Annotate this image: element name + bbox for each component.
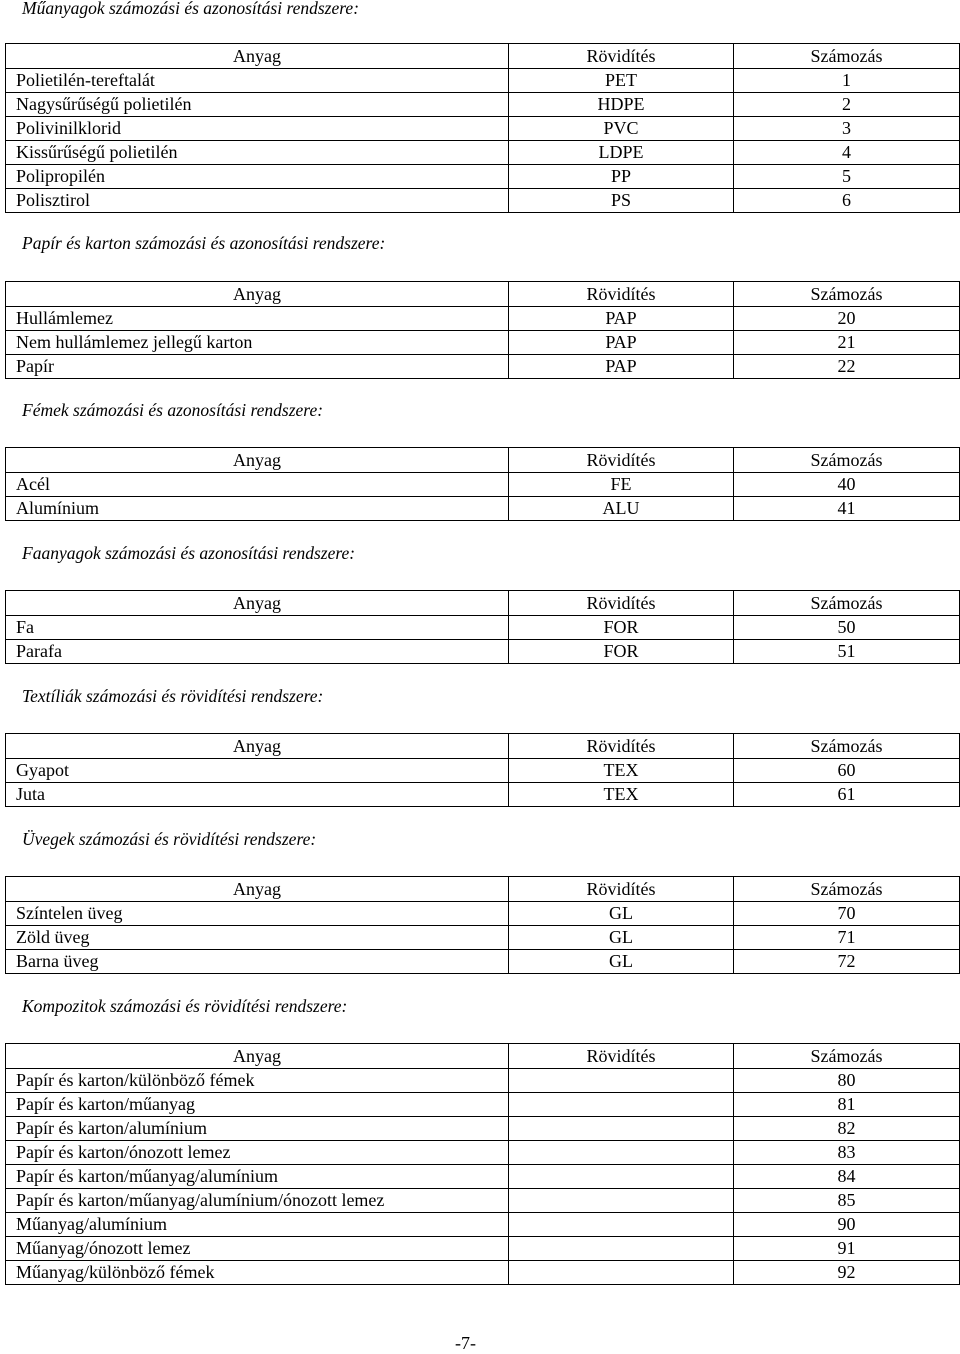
- abbreviation: [509, 1117, 734, 1141]
- abbreviation: LDPE: [509, 141, 734, 165]
- material-name: Polietilén-tereftalát: [6, 69, 509, 93]
- header-rovidites: Rövidítés: [509, 282, 734, 307]
- abbreviation: [509, 1213, 734, 1237]
- table-row: [6, 640, 960, 664]
- material-name: Hullámlemez: [6, 307, 509, 331]
- header-rovidites: Rövidítés: [509, 44, 734, 69]
- code-number: 41: [734, 497, 960, 521]
- code-number: 92: [734, 1261, 960, 1285]
- abbreviation: FOR: [509, 616, 734, 640]
- material-name: Papír és karton/alumínium: [6, 1117, 509, 1141]
- code-number: 70: [734, 902, 960, 926]
- table-row: [6, 926, 960, 950]
- table-header-row: [6, 282, 960, 307]
- code-number: 61: [734, 783, 960, 807]
- code-number: 71: [734, 926, 960, 950]
- header-rovidites: Rövidítés: [509, 591, 734, 616]
- material-name: Nagysűrűségű polietilén: [6, 93, 509, 117]
- abbreviation: [509, 1237, 734, 1261]
- code-number: 72: [734, 950, 960, 974]
- material-name: Papír és karton/műanyag: [6, 1093, 509, 1117]
- material-name: Műanyag/különböző fémek: [6, 1261, 509, 1285]
- material-table: [5, 1043, 960, 1285]
- material-table: [5, 447, 960, 521]
- abbreviation: PAP: [509, 331, 734, 355]
- table-row: [6, 93, 960, 117]
- code-number: 91: [734, 1237, 960, 1261]
- abbreviation: [509, 1141, 734, 1165]
- material-name: Papír és karton/műanyag/alumínium/ónozott lemez: [6, 1189, 509, 1213]
- abbreviation: HDPE: [509, 93, 734, 117]
- table-row: [6, 1189, 960, 1213]
- code-number: 85: [734, 1189, 960, 1213]
- table-row: [6, 165, 960, 189]
- code-number: 82: [734, 1117, 960, 1141]
- abbreviation: GL: [509, 950, 734, 974]
- section-title: Faanyagok számozási és azonosítási rendszere:: [22, 543, 356, 563]
- abbreviation: FE: [509, 473, 734, 497]
- table-row: [6, 759, 960, 783]
- material-name: Parafa: [6, 640, 509, 664]
- header-anyag: Anyag: [6, 877, 509, 902]
- material-name: Fa: [6, 616, 509, 640]
- header-anyag: Anyag: [6, 734, 509, 759]
- table-header-row: [6, 44, 960, 69]
- abbreviation: PS: [509, 189, 734, 213]
- abbreviation: GL: [509, 902, 734, 926]
- section-title: Papír és karton számozási és azonosítási rendszere:: [22, 233, 386, 253]
- header-rovidites: Rövidítés: [509, 734, 734, 759]
- header-anyag: Anyag: [6, 591, 509, 616]
- section-title: Fémek számozási és azonosítási rendszere:: [22, 400, 324, 420]
- material-name: Műanyag/ónozott lemez: [6, 1237, 509, 1261]
- abbreviation: PP: [509, 165, 734, 189]
- material-name: Barna üveg: [6, 950, 509, 974]
- abbreviation: [509, 1165, 734, 1189]
- material-name: Kissűrűségű polietilén: [6, 141, 509, 165]
- header-szamozas: Számozás: [734, 877, 960, 902]
- code-number: 80: [734, 1069, 960, 1093]
- material-name: Nem hullámlemez jellegű karton: [6, 331, 509, 355]
- table-row: [6, 497, 960, 521]
- code-number: 60: [734, 759, 960, 783]
- material-table: [5, 876, 960, 974]
- code-number: 6: [734, 189, 960, 213]
- code-number: 4: [734, 141, 960, 165]
- table-row: [6, 189, 960, 213]
- table-row: [6, 1261, 960, 1285]
- header-anyag: Anyag: [6, 282, 509, 307]
- material-name: Műanyag/alumínium: [6, 1213, 509, 1237]
- abbreviation: PVC: [509, 117, 734, 141]
- header-szamozas: Számozás: [734, 734, 960, 759]
- section-title: Textíliák számozási és rövidítési rendszere:: [22, 686, 324, 706]
- header-rovidites: Rövidítés: [509, 448, 734, 473]
- table-row: [6, 783, 960, 807]
- code-number: 20: [734, 307, 960, 331]
- abbreviation: [509, 1069, 734, 1093]
- section-title: Kompozitok számozási és rövidítési rendszere:: [22, 996, 348, 1016]
- code-number: 90: [734, 1213, 960, 1237]
- section-title: Műanyagok számozási és azonosítási rendszere:: [22, 0, 360, 18]
- material-name: Alumínium: [6, 497, 509, 521]
- material-name: Polisztirol: [6, 189, 509, 213]
- code-number: 51: [734, 640, 960, 664]
- abbreviation: PET: [509, 69, 734, 93]
- code-number: 5: [734, 165, 960, 189]
- table-row: [6, 307, 960, 331]
- table-row: [6, 331, 960, 355]
- table-header-row: [6, 591, 960, 616]
- code-number: 2: [734, 93, 960, 117]
- code-number: 83: [734, 1141, 960, 1165]
- section-title: Üvegek számozási és rövidítési rendszere:: [22, 829, 317, 849]
- table-row: [6, 1213, 960, 1237]
- material-name: Polivinilklorid: [6, 117, 509, 141]
- table-header-row: [6, 1044, 960, 1069]
- abbreviation: FOR: [509, 640, 734, 664]
- code-number: 22: [734, 355, 960, 379]
- material-name: Színtelen üveg: [6, 902, 509, 926]
- code-number: 40: [734, 473, 960, 497]
- header-anyag: Anyag: [6, 44, 509, 69]
- material-table: [5, 281, 960, 379]
- header-anyag: Anyag: [6, 1044, 509, 1069]
- code-number: 81: [734, 1093, 960, 1117]
- code-number: 21: [734, 331, 960, 355]
- table-row: [6, 355, 960, 379]
- table-row: [6, 616, 960, 640]
- table-row: [6, 1069, 960, 1093]
- material-table: [5, 43, 960, 213]
- table-row: [6, 1237, 960, 1261]
- page-number: -7-: [455, 1333, 476, 1353]
- material-table: [5, 590, 960, 664]
- material-name: Juta: [6, 783, 509, 807]
- material-name: Polipropilén: [6, 165, 509, 189]
- table-row: [6, 902, 960, 926]
- abbreviation: [509, 1093, 734, 1117]
- header-rovidites: Rövidítés: [509, 1044, 734, 1069]
- header-szamozas: Számozás: [734, 282, 960, 307]
- material-name: Zöld üveg: [6, 926, 509, 950]
- code-number: 50: [734, 616, 960, 640]
- code-number: 1: [734, 69, 960, 93]
- abbreviation: PAP: [509, 307, 734, 331]
- table-row: [6, 950, 960, 974]
- table-row: [6, 117, 960, 141]
- abbreviation: [509, 1189, 734, 1213]
- table-row: [6, 1165, 960, 1189]
- table-row: [6, 1117, 960, 1141]
- material-name: Gyapot: [6, 759, 509, 783]
- abbreviation: TEX: [509, 783, 734, 807]
- header-szamozas: Számozás: [734, 591, 960, 616]
- abbreviation: GL: [509, 926, 734, 950]
- abbreviation: TEX: [509, 759, 734, 783]
- header-rovidites: Rövidítés: [509, 877, 734, 902]
- code-number: 3: [734, 117, 960, 141]
- code-number: 84: [734, 1165, 960, 1189]
- table-row: [6, 69, 960, 93]
- material-name: Papír: [6, 355, 509, 379]
- material-name: Papír és karton/különböző fémek: [6, 1069, 509, 1093]
- abbreviation: ALU: [509, 497, 734, 521]
- header-szamozas: Számozás: [734, 44, 960, 69]
- table-row: [6, 141, 960, 165]
- table-header-row: [6, 734, 960, 759]
- table-header-row: [6, 448, 960, 473]
- table-header-row: [6, 877, 960, 902]
- material-name: Acél: [6, 473, 509, 497]
- abbreviation: PAP: [509, 355, 734, 379]
- header-anyag: Anyag: [6, 448, 509, 473]
- material-table: [5, 733, 960, 807]
- header-szamozas: Számozás: [734, 1044, 960, 1069]
- table-row: [6, 473, 960, 497]
- material-name: Papír és karton/ónozott lemez: [6, 1141, 509, 1165]
- table-row: [6, 1093, 960, 1117]
- header-szamozas: Számozás: [734, 448, 960, 473]
- material-name: Papír és karton/műanyag/alumínium: [6, 1165, 509, 1189]
- abbreviation: [509, 1261, 734, 1285]
- table-row: [6, 1141, 960, 1165]
